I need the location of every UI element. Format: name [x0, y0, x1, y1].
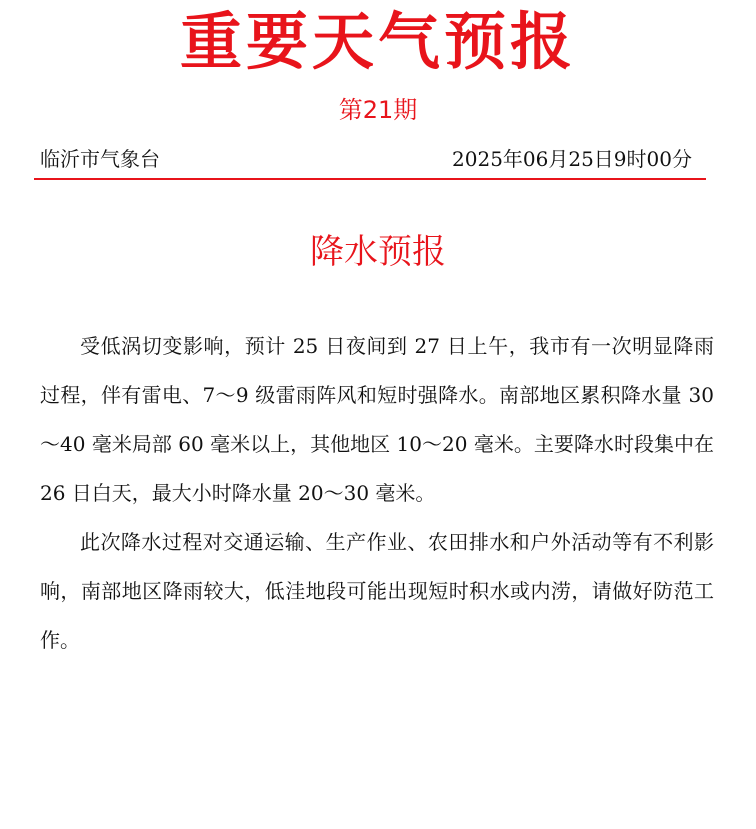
- issue-timestamp: 2025年06月25日9时00分: [452, 147, 692, 171]
- forecast-body: [40, 322, 714, 665]
- section-title: 降水预报: [310, 232, 446, 272]
- issue-number: 第21期: [338, 96, 418, 124]
- issuer-name: 临沂市气象台: [40, 147, 160, 171]
- paragraph-impact: 此次降水过程对交通运输、生产作业、农田排水和户外活动等有不利影响，南部地区降雨较大，低洼地段可能出现短时积水或内涝，请做好防范工作。: [40, 530, 714, 652]
- bulletin-title: 重要天气预报: [179, 5, 576, 78]
- header-divider: [34, 178, 706, 180]
- paragraph-forecast: 受低涡切变影响，预计 25 日夜间到 27 日上午，我市有一次明显降雨过程，伴有雷电、7～9 级雷雨阵风和短时强降水。南部地区累积降水量 30～40 毫米局部 60 毫米以上，其他地区 10～20 毫米。主要降水时段集中在 26 日白天，最大小时降水量 20～30 毫米。: [40, 334, 714, 505]
- issuer-row: [40, 144, 692, 174]
